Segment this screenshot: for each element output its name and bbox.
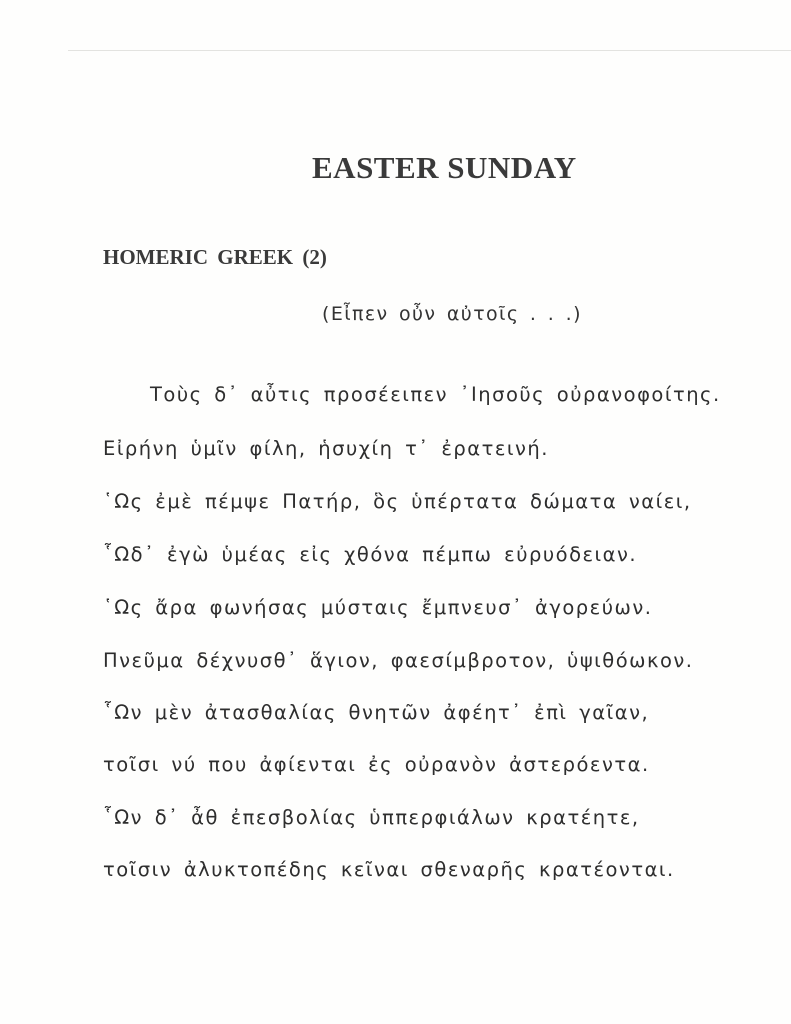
verse-line: ῟Ων μὲν ἀτασθαλίας θνητῶν ἀφέητ᾽ ἐπὶ γαῖαν,: [103, 701, 650, 724]
verse-line: ῾Ως ἄρα φωνήσας μύσταις ἔμπνευσ᾽ ἀγορεύων.: [103, 596, 653, 619]
verse-line: Τοὺς δ᾽ αὖτις προσέειπεν ᾽Ιησοῦς οὐρανοφοίτης.: [150, 383, 721, 406]
verse-line: ῾Ως ἐμὲ πέμψε Πατήρ, ὃς ὑπέρτατα δώματα ναίει,: [103, 490, 692, 513]
top-rule: [68, 50, 791, 51]
verse-line: ῟Ωδ᾽ ἐγὼ ὑμέας εἰς χθόνα πέμπω εὐρυόδειαν.: [103, 543, 638, 566]
verse-line: τοῖσιν ἀλυκτοπέδης κεῖναι σθεναρῆς κρατέονται.: [103, 858, 675, 881]
page-title: EASTER SUNDAY: [312, 150, 577, 185]
verse-line: τοῖσι νύ που ἀφίενται ἐς οὐρανὸν ἀστερόεντα.: [103, 753, 650, 776]
verse-line: ῟Ων δ᾽ ἆθ ἐπεσβολίας ὑππερφιάλων κρατέητε,: [103, 806, 640, 829]
verse-line: Πνεῦμα δέχνυσθ᾽ ἅγιον, φαεσίμβροτον, ὑψιθόωκον.: [103, 649, 694, 672]
verse-line: Εἰρήνη ὑμῖν φίλη, ἡσυχίη τ᾽ ἐρατεινή.: [103, 437, 549, 460]
subtitle: (Εἶπεν οὖν αὐτοῖς . . .): [322, 303, 582, 325]
section-heading: HOMERIC GREEK (2): [103, 245, 327, 269]
